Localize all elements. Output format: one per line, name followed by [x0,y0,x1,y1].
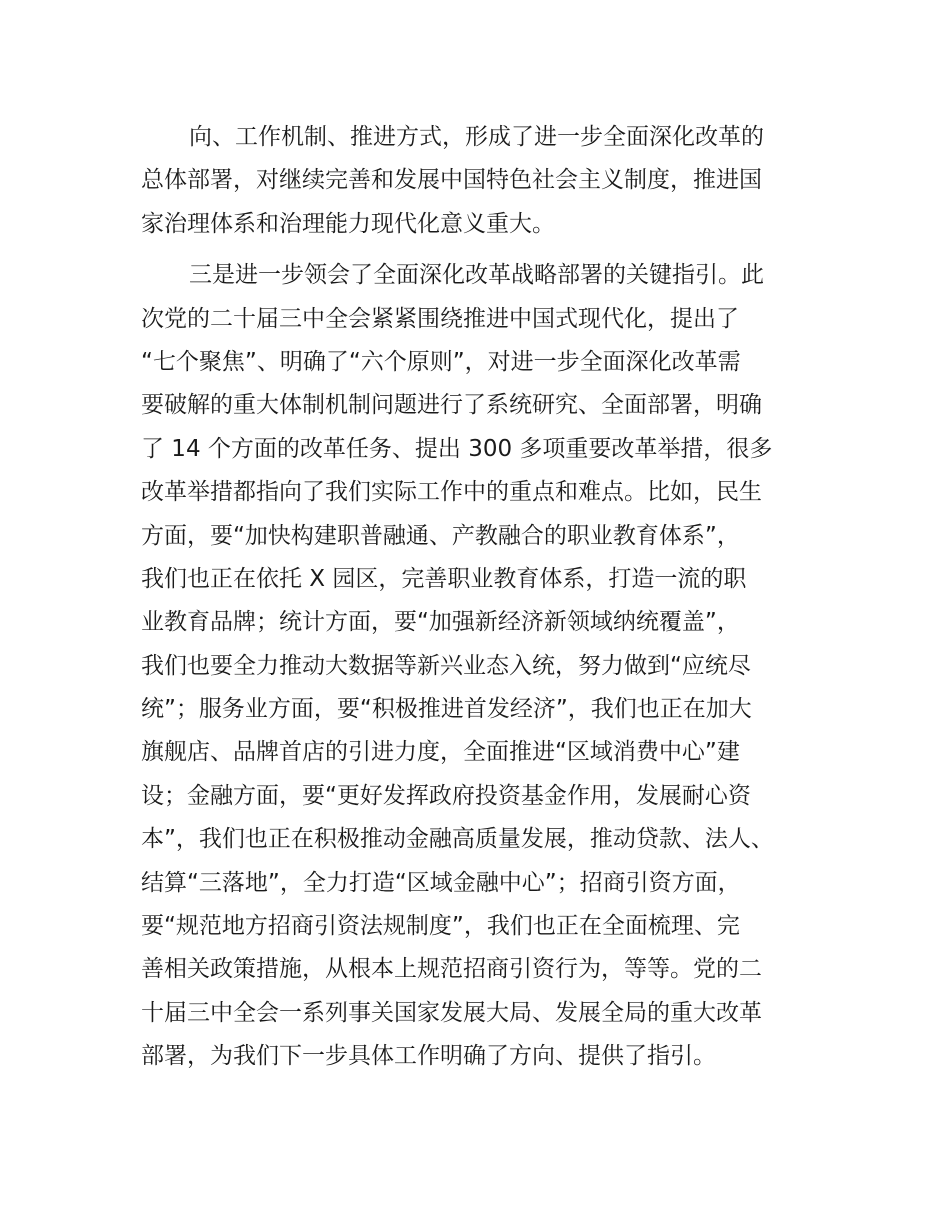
paragraph-2 [141,254,827,1078]
text-line: “七个聚焦”、明确了“六个原则”，对进一步全面深化改革需 [141,348,741,375]
text-line: 结算“三落地”，全力打造“区域金融中心”；招商引资方面， [141,869,741,896]
text-line: 次党的二十届三中全会紧紧围绕推进中国式现代化，提出了 [141,305,739,332]
text-line: 部署，为我们下一步具体工作明确了方向、提供了指引。 [141,1043,716,1070]
text-line: 要“规范地方招商引资法规制度”，我们也正在全面梳理、完 [141,913,740,940]
paragraph-spacer [141,246,827,254]
text-line: 要破解的重大体制机制问题进行了系统研究、全面部署，明确 [141,392,762,419]
document-body [141,116,827,1079]
text-line: 旗舰店、品牌首店的引进力度，全面推进“区域消费中心”建 [141,739,740,766]
text-line: 家治理体系和治理能力现代化意义重大。 [141,210,555,237]
text-line: 业教育品牌；统计方面，要“加强新经济新领域纳统覆盖”， [141,609,740,636]
text-line: 三是进一步领会了全面深化改革战略部署的关键指引。此 [189,262,764,289]
text-line: 统”；服务业方面，要“积极推进首发经济”，我们也正在加大 [141,696,752,723]
text-line: 向、工作机制、推进方式，形成了进一步全面深化改革的 [189,124,764,150]
text-line: 我们也要全力推动大数据等新兴业态入统，努力做到“应统尽 [141,652,751,679]
text-line: 十届三中全会一系列事关国家发展大局、发展全局的重大改革 [141,999,762,1026]
text-line: 改革举措都指向了我们实际工作中的重点和难点。比如，民生 [141,479,762,506]
text-line: 善相关政策措施，从根本上规范招商引资行为，等等。党的二 [141,956,762,983]
text-line: 本”，我们也正在积极推动金融高质量发展，推动贷款、法人、 [141,826,774,853]
text-line: 方面，要“加快构建职普融通、产教融合的职业教育体系”， [141,522,740,549]
text-line: 我们也正在依托 X 园区，完善职业教育体系，打造一流的职 [141,565,747,592]
text-line: 了 14 个方面的改革任务、提出 300 多项重要改革举措，很多 [141,435,773,462]
text-line: 总体部署，对继续完善和发展中国特色社会主义制度，推进国 [141,167,762,194]
paragraph-1 [141,116,827,246]
text-line: 设；金融方面，要“更好发挥政府投资基金作用，发展耐心资 [141,782,751,809]
